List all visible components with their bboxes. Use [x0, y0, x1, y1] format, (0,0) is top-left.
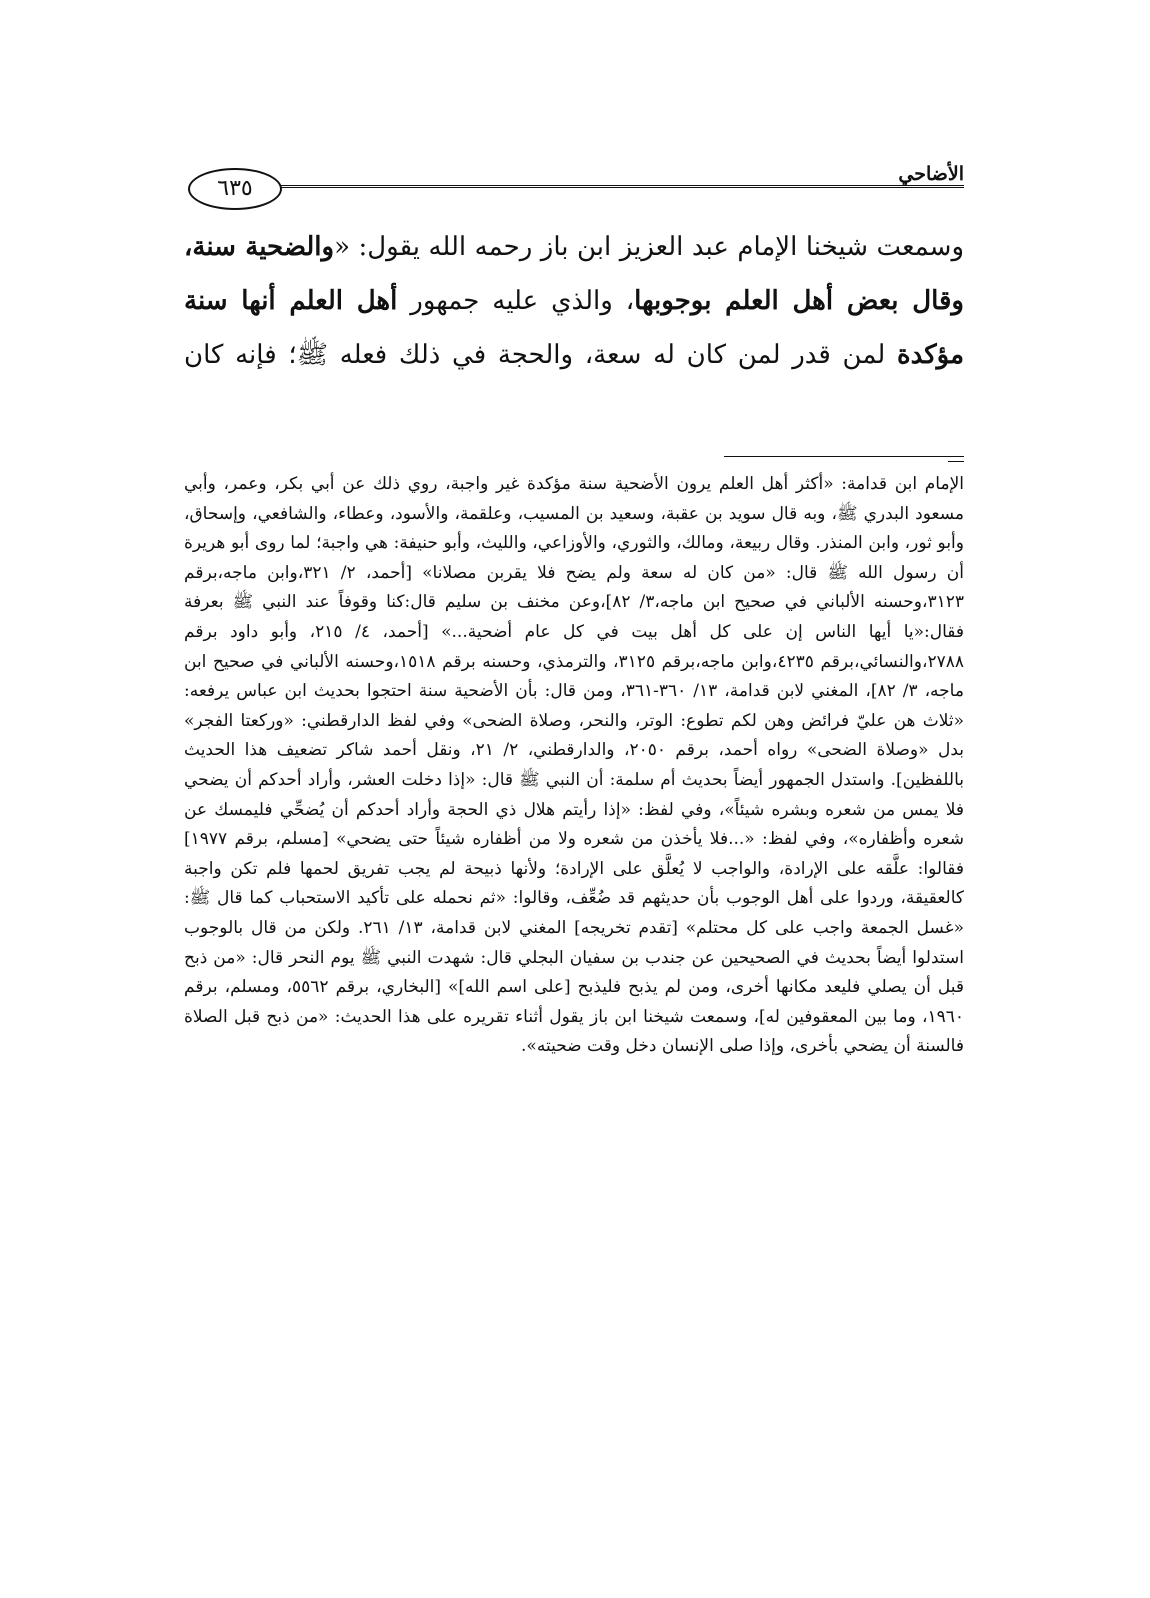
main-mid: ، والذي عليه جمهور — [397, 286, 635, 316]
footnote-separator — [724, 456, 964, 457]
page-number-badge — [188, 168, 282, 210]
main-intro: وسمعت شيخنا الإمام عبد العزيز ابن باز رحمه الله يقول: « — [334, 232, 964, 262]
page-number: ٦٣٥ — [217, 176, 253, 201]
main-paragraph — [184, 220, 964, 382]
main-bold-1: والضحية سنة، وقال بعض أهل العلم بوجوبها — [184, 232, 964, 316]
footnote-separator-mark — [948, 461, 964, 462]
main-bold-2: أهل العلم أنها سنة مؤكدة — [184, 286, 964, 370]
header-rule — [272, 185, 964, 188]
footnote-text: الإمام ابن قدامة: «أكثر أهل العلم يرون الأضحية سنة مؤكدة غير واجبة، روي ذلك عن أبي بكر، وعمر، وأبي مسعود البدري ﷺ، وبه قال سويد بن عقبة، وسعيد بن المسيب، وعلقمة، والأسود، وعطاء، والشافعي، وإسحاق، وأبو ثور، وابن المنذر. وقال ربيعة، ومالك، والثوري، والأوزاعي، والليث، وأبو حنيفة: هي واجبة؛ لما روى أبو هريرة أن رسول الله ﷺ قال: «من كان له سعة ولم يضح فلا يقربن مصلانا» [أحمد، ٢/ ٣٢١،وابن ماجه،برقم ٣١٢٣،وحسنه الألباني في صحيح ابن ماجه،٣/ ٨٢]،وعن مخنف بن سليم قال:كنا وقوفاً عند النبي ﷺ بعرفة فقال:«يا أيها الناس إن على كل أهل بيت في كل عام أضحية...» [أحمد، ٤/ ٢١٥، وأبو داود برقم ٢٧٨٨،والنسائي،برقم ٤٢٣٥،وابن ماجه،برقم ٣١٢٥، والترمذي، وحسنه برقم ١٥١٨،وحسنه الألباني في صحيح ابن ماجه، ٣/ ٨٢]، المغني لابن قدامة، ١٣/ ٣٦٠-٣٦١، ومن قال: بأن الأضحية سنة احتجوا بحديث ابن عباس يرفعه: «ثلاث هن عليّ فرائض وهن لكم تطوع: الوتر، والنحر، وصلاة الضحى» وفي لفظ الدارقطني: «وركعتا الفجر» بدل «وصلاة الضحى» رواه أحمد، برقم ٢٠٥٠، والدارقطني، ٢/ ٢١، ونقل أحمد شاكر تضعيف هذا الحديث باللفظين]. واستدل الجمهور أيضاً بحديث أم سلمة: أن النبي ﷺ قال: «إذا دخلت العشر، وأراد أحدكم أن يضحي فلا يمس من شعره وبشره شيئاً»، وفي لفظ: «إذا رأيتم هلال ذي الحجة وأراد أحدكم أن يُضحِّي فليمسك عن شعره وأظفاره»، وفي لفظ: «...فلا يأخذن من شعره ولا من أظفاره شيئاً حتى يضحي» [مسلم، برقم ١٩٧٧] فقالوا: علَّقه على الإرادة، والواجب لا يُعلَّق على الإرادة؛ ولأنها ذبيحة لم يجب تفريق لحمها فلم تكن واجبة كالعقيقة، وردوا على أهل الوجوب بأن حديثهم قد ضُعِّف، وقالوا: «ثم نحمله على تأكيد الاستحباب كما قال ﷺ: «غسل الجمعة واجب على كل محتلم» [تقدم تخريجه] المغني لابن قدامة، ١٣/ ٢٦١. ولكن من قال بالوجوب استدلوا أيضاً بحديث في الصحيحين عن جندب بن سفيان البجلي قال: شهدت النبي ﷺ يوم النحر قال: «من ذبح قبل أن يصلي فليعد مكانها أخرى، ومن لم يذبح فليذبح [على اسم الله]» [البخاري، برقم ٥٥٦٢، ومسلم، برقم ١٩٦٠، وما بين المعقوفين له]، وسمعت شيخنا ابن باز يقول أثناء تقريره على هذا الحديث: «من ذبح قبل الصلاة فالسنة أن يضحي بأخرى، وإذا صلى الإنسان دخل وقت ضحيته». — [184, 474, 964, 1057]
main-end: لمن قدر لمن كان له سعة، والحجة في ذلك فعله ﷺ؛ فإنه كان — [184, 340, 897, 370]
running-title: الأضاحي — [898, 163, 964, 185]
